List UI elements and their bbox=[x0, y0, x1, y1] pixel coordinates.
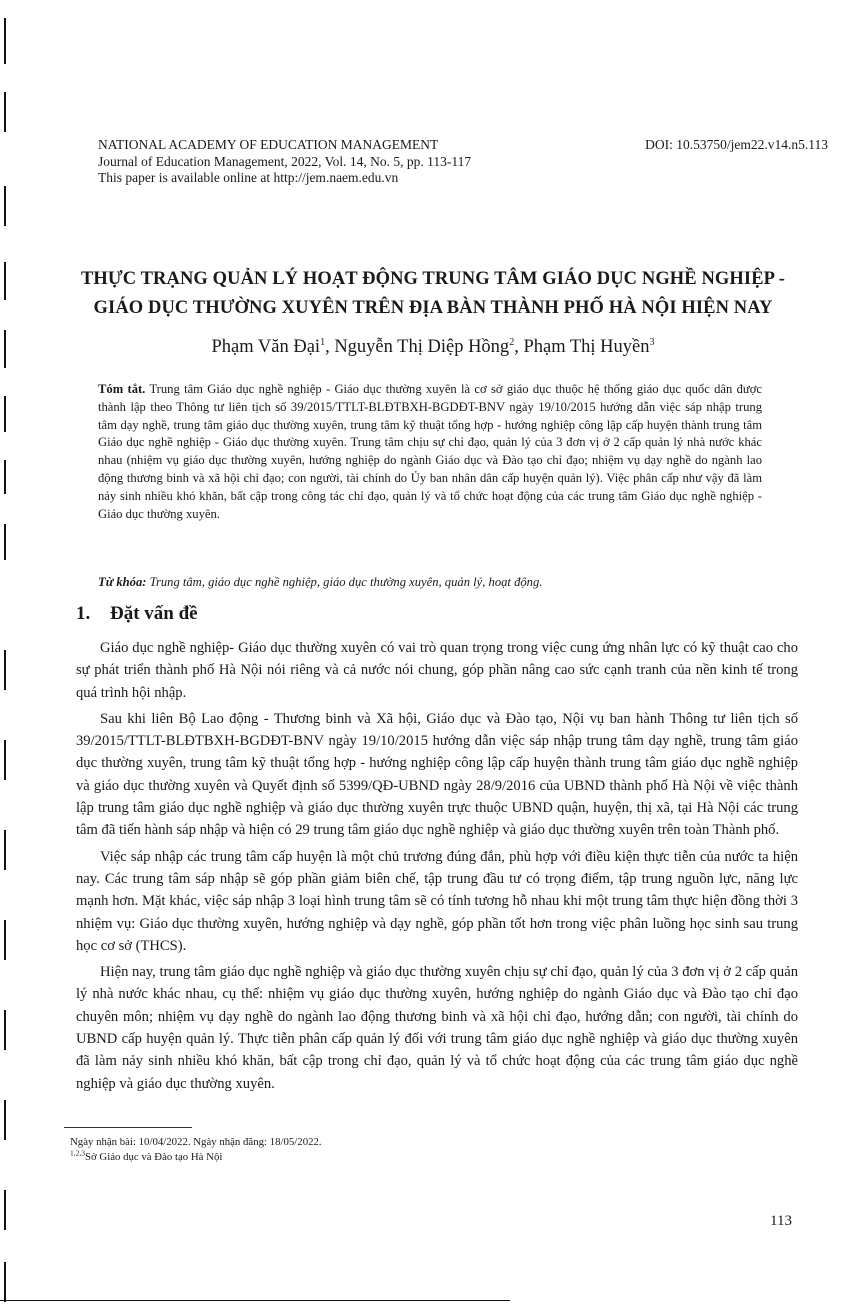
author-name: Phạm Văn Đại bbox=[211, 337, 321, 357]
scan-artifact-line bbox=[4, 460, 6, 494]
scan-artifact-line bbox=[4, 1190, 6, 1230]
section-heading bbox=[76, 603, 198, 625]
abstract-text: Trung tâm Giáo dục nghề nghiệp - Giáo dục thường xuyên là cơ sở giáo dục thuộc hệ thống giáo dục quốc dân được thành lập theo Thông tư liên tịch số 39/2015/TTLT-BLĐTBXH-BGDĐT-BNV ngày 19/10/2015 hướng dẫn việc sáp nhập trung tâm dạy nghề, trung tâm giáo dục thường xuyên, trung tâm kỹ thuật tổng hợp - hướng nghiệp công lập cấp huyện thành trung tâm Giáo dục nghề nghiệp - Giáo dục thường xuyên. Trung tâm chịu sự chỉ đạo, quản lý của 3 đơn vị ở 2 cấp quản lý nhà nước khác nhau (nhiệm vụ giáo dục thường xuyên, hướng nghiệp do ngành Giáo dục và Đào tạo chỉ đạo; nhiệm vụ dạy nghề do ngành lao động thương binh và xã hội chỉ đạo; con người, tài chính do Ủy ban nhân dân cấp huyện quản lý). Việc phân cấp như vậy đã làm nảy sinh nhiều khó khăn, bất cập trong công tác chỉ đạo, quản lý và tổ chức hoạt động của các trung tâm Giáo dục nghề nghiệp - Giáo dục thường xuyên. bbox=[98, 382, 762, 521]
author-name: Nguyễn Thị Diệp Hồng bbox=[334, 337, 510, 357]
journal-header bbox=[98, 137, 828, 187]
scan-artifact-line bbox=[4, 524, 6, 560]
keywords-label: Từ khóa: bbox=[98, 575, 147, 589]
section-number: 1. bbox=[76, 603, 91, 624]
footnote-affiliation-marker: 1,2,3 bbox=[70, 1148, 85, 1158]
footnote-dates: Ngày nhận bài: 10/04/2022. Ngày nhận đăng: 18/05/2022. bbox=[70, 1136, 322, 1148]
scan-artifact-line bbox=[4, 186, 6, 226]
body-paragraph: Hiện nay, trung tâm giáo dục nghề nghiệp và giáo dục thường xuyên chịu sự chỉ đạo, quản lý của 3 đơn vị ở 2 cấp quản lý nhà nước khác nhau, cụ thể: nhiệm vụ giáo dục thường xuyên, hướng nghiệp do ngành Giáo dục và Đào tạo chỉ đạo chuyên môn; nhiệm vụ dạy nghề do ngành lao động thương binh và xã hội chỉ đạo, hướng dẫn; con người, tài chính do UBND cấp huyện quản lý. Thực tiễn phân cấp quản lý đối với trung tâm giáo dục nghề nghiệp và giáo dục thường xuyên đã làm nảy sinh nhiều khó khăn, bất cập trong chỉ đạo, quản lý và tổ chức hoạt động của các trung tâm giáo dục nghề nghiệp và giáo dục thường xuyên. bbox=[76, 964, 798, 1092]
body-paragraph: Sau khi liên Bộ Lao động - Thương binh và Xã hội, Giáo dục và Đào tạo, Nội vụ ban hành Thông tư liên tịch số 39/2015/TTLT-BLĐTBXH-BGDĐT-BNV ngày 19/10/2015 hướng dẫn việc sáp nhập trung tâm dạy nghề, trung tâm giáo dục thường xuyên, trung tâm kỹ thuật tổng hợp - hướng nghiệp công lập cấp huyện thành trung tâm giáo dục nghề nghiệp và giáo dục thường xuyên và Quyết định số 5399/QĐ-UBND ngày 28/9/2016 của UBND thành phố Hà Nội về việc thành lập trung tâm giáo dục nghề nghiệp và giáo dục thường xuyên trực thuộc UBND quận, huyện, thị xã, tại Hà Nội các trung tâm đã tiến hành sáp nhập và hiện có 29 trung tâm giáo dục nghề nghiệp và giáo dục thường xuyên trên toàn Thành phố. bbox=[76, 710, 798, 839]
scan-artifact-line bbox=[4, 1262, 6, 1302]
scan-artifact-line bbox=[4, 1010, 6, 1050]
footnote-divider bbox=[64, 1127, 192, 1128]
keywords bbox=[98, 575, 762, 590]
body-paragraph: Việc sáp nhập các trung tâm cấp huyện là một chủ trương đúng đắn, phù hợp với điều kiện thực tiễn của nước ta hiện nay. Các trung tâm sáp nhập sẽ góp phần giảm biên chế, tập trung đầu tư có trọng điểm, tập trung nguồn lực, năng lực mạnh hơn. Mặt khác, việc sáp nhập 3 loại hình trung tâm sẽ có tính tương hỗ nhau khi một trung tâm thực hiện đồng thời 3 nhiệm vụ: Giáo dục thường xuyên, hướng nghiệp và dạy nghề, góp phần tốt hơn trong việc phân luồng học sinh sau trung học cơ sở (THCS). bbox=[76, 848, 798, 954]
footnote-affiliation-row bbox=[70, 1150, 322, 1165]
keywords-text: Trung tâm, giáo dục nghề nghiệp, giáo dục thường xuyên, quản lý, hoạt động. bbox=[149, 575, 543, 589]
footnotes bbox=[70, 1135, 322, 1165]
scan-artifact-bottom-rule bbox=[0, 1300, 510, 1301]
author-affiliation-marker: 3 bbox=[649, 336, 655, 348]
footnote-affiliation: Sở Giáo dục và Đào tạo Hà Nội bbox=[85, 1151, 223, 1163]
scan-artifact-line bbox=[4, 830, 6, 870]
body-paragraph: Giáo dục nghề nghiệp- Giáo dục thường xuyên có vai trò quan trọng trong việc cung ứng nhân lực có kỹ thuật cao cho sự phát triển thành phố Hà Nội nói riêng và cả nước nói chung, góp phần nâng cao sức cạnh tranh của nền kinh tế trong quá trình hội nhập. bbox=[76, 640, 798, 701]
author-name: Phạm Thị Huyền bbox=[523, 337, 650, 357]
scan-artifact-line bbox=[4, 920, 6, 960]
author-list: Phạm Văn Đại$^1$, Nguyễn Thị Diệp Hồng$^2$, Phạm Thị Huyền$^3$ bbox=[211, 336, 655, 357]
abstract-label: Tóm tắt. bbox=[98, 382, 146, 396]
title-line-2: GIÁO DỤC THƯỜNG XUYÊN TRÊN ĐỊA BÀN THÀNH PHỐ HÀ NỘI HIỆN NAY bbox=[93, 298, 773, 318]
scan-artifact-line bbox=[4, 1100, 6, 1140]
author-affiliation-marker: 2 bbox=[509, 336, 515, 348]
scan-artifact-line bbox=[4, 396, 6, 432]
scan-artifact-line bbox=[4, 92, 6, 132]
scan-artifact-line bbox=[4, 262, 6, 300]
scan-artifact-line bbox=[4, 740, 6, 780]
scan-artifact-line bbox=[4, 650, 6, 690]
title-line-1: THỰC TRẠNG QUẢN LÝ HOẠT ĐỘNG TRUNG TÂM GIÁO DỤC NGHỀ NGHIỆP - bbox=[80, 269, 786, 289]
doi-link[interactable]: DOI: 10.53750/jem22.v14.n5.113 bbox=[645, 137, 828, 152]
scan-artifact-line bbox=[4, 330, 6, 368]
paper-title bbox=[60, 265, 806, 323]
page-number: 113 bbox=[770, 1213, 792, 1229]
availability-note: This paper is available online at http://jem.naem.edu.vn bbox=[98, 170, 399, 185]
publisher-name: NATIONAL ACADEMY OF EDUCATION MANAGEMENT bbox=[98, 137, 439, 152]
journal-citation: Journal of Education Management, 2022, Vol. 14, No. 5, pp. 113-117 bbox=[98, 153, 472, 169]
abstract bbox=[98, 381, 762, 523]
section-body bbox=[76, 637, 798, 1099]
author-affiliation-marker: 1 bbox=[320, 336, 326, 348]
scan-artifact-line bbox=[4, 18, 6, 64]
section-title: Đặt vấn đề bbox=[110, 603, 198, 624]
